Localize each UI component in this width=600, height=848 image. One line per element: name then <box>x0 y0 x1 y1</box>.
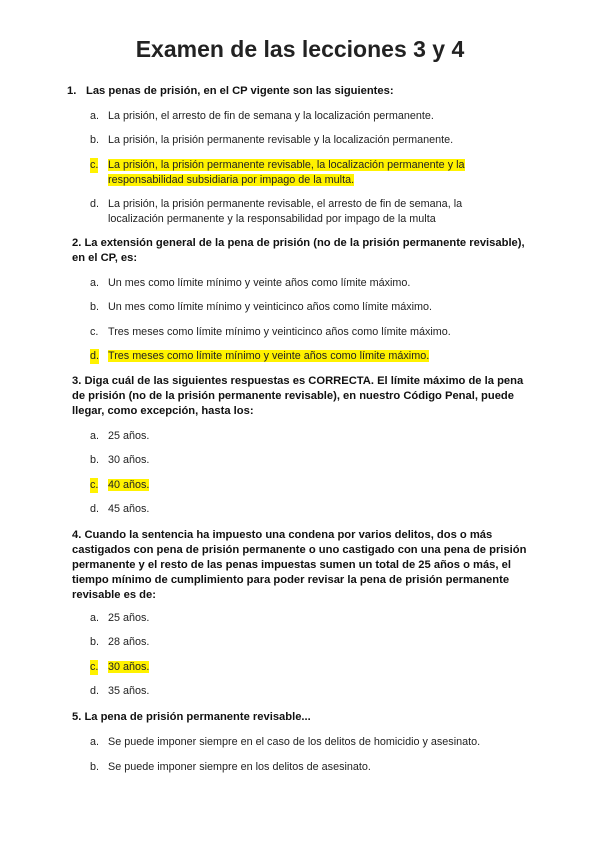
option-letter: d. <box>90 685 100 697</box>
option-text-line2: localización permanente y la responsabilidad por impago de la multa <box>108 212 436 225</box>
option-2d-highlighted <box>90 349 530 364</box>
option-letter: a. <box>90 736 100 748</box>
page-title: Examen de las lecciones 3 y 4 <box>135 36 465 62</box>
option-1c-highlighted <box>90 158 530 187</box>
option-4c-highlighted <box>90 660 530 675</box>
option-text: 40 años. <box>108 479 150 491</box>
option-3c-highlighted <box>90 478 530 493</box>
option-5a <box>90 735 530 750</box>
question-1 <box>67 84 529 99</box>
question-number: 1. <box>67 85 77 97</box>
option-letter: b. <box>90 134 100 146</box>
option-2b <box>90 300 530 315</box>
option-3b <box>90 453 530 468</box>
option-text: La prisión, el arresto de fin de semana y la localización permanente. <box>108 110 434 122</box>
option-text: 25 años. <box>108 430 150 442</box>
option-2c <box>90 325 530 340</box>
option-letter: a. <box>90 277 100 289</box>
option-letter: b. <box>90 454 100 466</box>
option-text-line1: La prisión, la prisión permanente revisable, el arresto de fin de semana, la <box>108 198 463 210</box>
option-letter: b. <box>90 301 100 313</box>
question-2: 2. La extensión general de la pena de prisión (no de la prisión permanente revisable), en el CP, es: <box>72 237 525 264</box>
option-4b <box>90 635 530 650</box>
option-letter: d. <box>90 198 100 210</box>
option-2a <box>90 276 530 291</box>
option-text: La prisión, la prisión permanente revisable y la localización permanente. <box>108 134 454 146</box>
option-letter: d. <box>90 503 100 515</box>
option-text: Tres meses como límite mínimo y veinte años como límite máximo. <box>108 350 430 362</box>
option-letter: b. <box>90 636 100 648</box>
option-letter: a. <box>90 110 100 122</box>
option-text-line1: La prisión, la prisión permanente revisable, la localización permanente y la <box>108 159 465 171</box>
option-text: 25 años. <box>108 612 150 624</box>
option-letter: a. <box>90 612 100 624</box>
option-text: Un mes como límite mínimo y veinte años como límite máximo. <box>108 277 411 289</box>
option-letter: c. <box>90 661 99 673</box>
question-4: 4. Cuando la sentencia ha impuesto una condena por varios delitos, dos o más castigados con pena de prisión permanente o uno castigado con una pena de prisión permanente y el resto de las penas impuestas sumen un total de 25 años o más, el tiempo mínimo de cumplimiento para poder revisar la pena de prisión permanente revisable es de: <box>72 529 527 601</box>
option-letter: c. <box>90 479 99 491</box>
option-text: Tres meses como límite mínimo y veinticinco años como límite máximo. <box>108 326 451 338</box>
question-3: 3. Diga cuál de las siguientes respuestas es CORRECTA. El límite máximo de la pena de prisión (no de la prisión permanente revisable), en nuestro Código Penal, puede llegar, como excepción, hasta los: <box>72 375 524 417</box>
option-letter: d. <box>90 350 100 362</box>
option-text: 30 años. <box>108 661 150 673</box>
option-text: 28 años. <box>108 636 150 648</box>
option-1b <box>90 133 530 148</box>
question-5: 5. La pena de prisión permanente revisable... <box>72 711 311 723</box>
option-3d <box>90 502 530 517</box>
question-text: Las penas de prisión, en el CP vigente son las siguientes: <box>86 85 394 97</box>
option-5b <box>90 760 530 775</box>
option-letter: b. <box>90 761 100 773</box>
option-text: 35 años. <box>108 685 150 697</box>
option-text: 30 años. <box>108 454 150 466</box>
option-4a <box>90 611 530 626</box>
option-3a <box>90 429 530 444</box>
option-1d <box>90 197 530 226</box>
option-text: 45 años. <box>108 503 150 515</box>
option-1a <box>90 109 530 124</box>
option-text: Se puede imponer siempre en el caso de los delitos de homicidio y asesinato. <box>108 736 481 748</box>
option-text: Se puede imponer siempre en los delitos de asesinato. <box>108 761 371 773</box>
option-letter: c. <box>90 326 99 338</box>
option-text: Un mes como límite mínimo y veinticinco años como límite máximo. <box>108 301 433 313</box>
option-letter: a. <box>90 430 100 442</box>
option-4d <box>90 684 530 699</box>
option-letter: c. <box>90 159 99 171</box>
option-text-line2: responsabilidad subsidiaria por impago de la multa. <box>108 173 355 186</box>
